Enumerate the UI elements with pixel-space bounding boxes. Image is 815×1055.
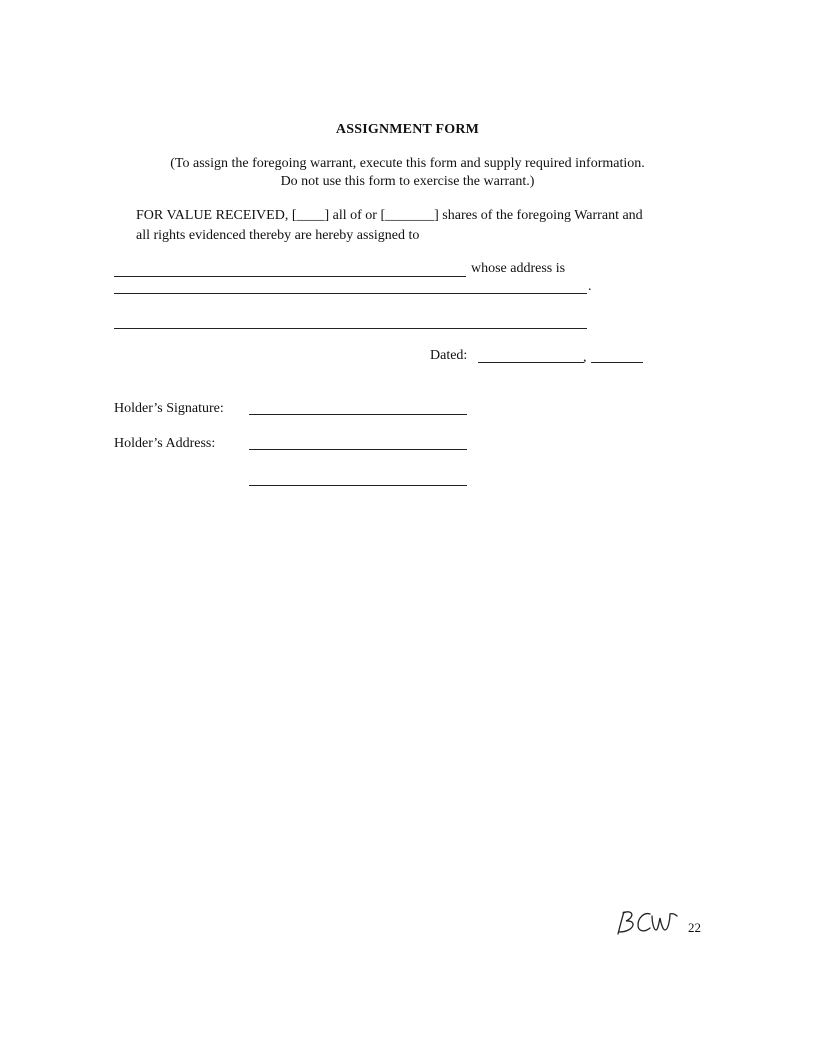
address-label: whose address is bbox=[471, 261, 566, 276]
date-month-day-line[interactable] bbox=[478, 362, 584, 363]
date-year-line[interactable] bbox=[591, 362, 643, 363]
holder-signature-label: Holder’s Signature: bbox=[114, 401, 224, 416]
holder-signature-line[interactable] bbox=[249, 414, 467, 415]
initials-signature bbox=[614, 908, 680, 936]
assignee-name-line[interactable] bbox=[114, 276, 466, 277]
page-title: ASSIGNMENT FORM bbox=[335, 122, 480, 137]
holder-address-line-1[interactable] bbox=[249, 449, 467, 450]
date-comma: , bbox=[583, 350, 587, 365]
assignee-address-line-1[interactable] bbox=[114, 293, 587, 294]
dated-label: Dated: bbox=[430, 348, 468, 363]
assignment-line-2: all rights evidenced thereby are hereby assigned to bbox=[136, 228, 420, 243]
page-number: 22 bbox=[688, 920, 701, 935]
address-line-period: . bbox=[588, 279, 592, 294]
holder-address-line-2[interactable] bbox=[249, 485, 467, 486]
holder-address-label: Holder’s Address: bbox=[114, 436, 216, 451]
instructions-line-2: Do not use this form to exercise the warrant.) bbox=[280, 174, 535, 189]
assignment-line-1: FOR VALUE RECEIVED, [____] all of or [_______] shares of the foregoing Warrant and bbox=[136, 208, 643, 223]
instructions-line-1: (To assign the foregoing warrant, execute this form and supply required information. bbox=[170, 156, 645, 171]
assignee-address-line-2[interactable] bbox=[114, 328, 587, 329]
